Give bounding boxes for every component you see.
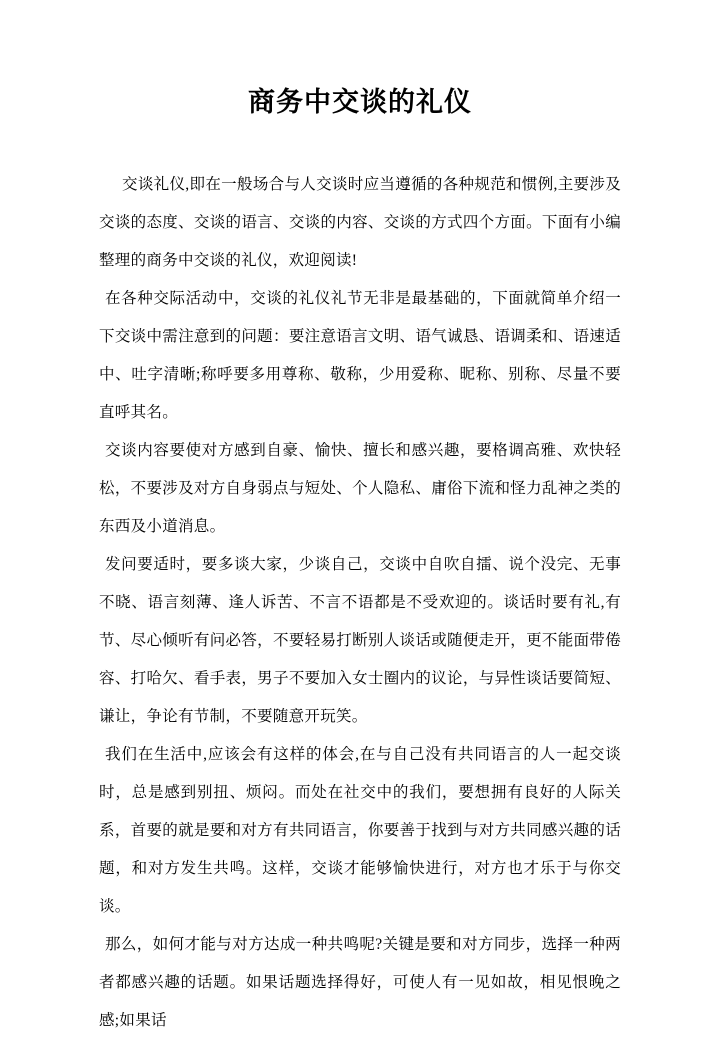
paragraph: 发问要适时，要多谈大家，少谈自己，交谈中自吹自擂、说个没完、无事不晓、语言刻薄、逢人诉苦、不言不语都是不受欢迎的。谈话时要有礼,有节、尽心倾听有问必答，不要轻易打断别人谈话或随便走开，更不能面带倦容、打哈欠、看手表，男子不要加入女士圈内的议论，与异性谈话要简短、谦让，争论有节制，不要随意开玩笑。 (99, 556, 621, 725)
paragraph: 我们在生活中,应该会有这样的体会,在与自己没有共同语言的人一起交谈时，总是感到别扭、烦闷。而处在社交中的我们，要想拥有良好的人际关系，首要的就是要和对方有共同语言，你要善于找到与对方共同感兴趣的话题，和对方发生共鸣。这样，交谈才能够愉快进行，对方也才乐于与你交谈。 (99, 746, 621, 915)
document-body (99, 166, 621, 1040)
paragraph: 在各种交际活动中，交谈的礼仪礼节无非是最基础的，下面就简单介绍一下交谈中需注意到的问题：要注意语言文明、语气诚恳、语调柔和、语速适中、吐字清晰;称呼要多用尊称、敬称，少用爱称、昵称、别称、尽量不要直呼其名。 (99, 290, 621, 421)
paragraph: 交谈礼仪,即在一般场合与人交谈时应当遵循的各种规范和惯例,主要涉及交谈的态度、交谈的语言、交谈的内容、交谈的方式四个方面。下面有小编整理的商务中交谈的礼仪，欢迎阅读! (99, 176, 621, 269)
paragraph: 那么，如何才能与对方达成一种共鸣呢?关键是要和对方同步，选择一种两者都感兴趣的话题。如果话题选择得好，可使人有一见如故，相见恨晚之感;如果话 (99, 936, 621, 1029)
paragraph: 交谈内容要使对方感到自豪、愉快、擅长和感兴趣，要格调高雅、欢快轻松，不要涉及对方自身弱点与短处、个人隐私、庸俗下流和怪力乱神之类的东西及小道消息。 (99, 442, 621, 535)
page-title: 商务中交谈的礼仪 (248, 87, 472, 117)
